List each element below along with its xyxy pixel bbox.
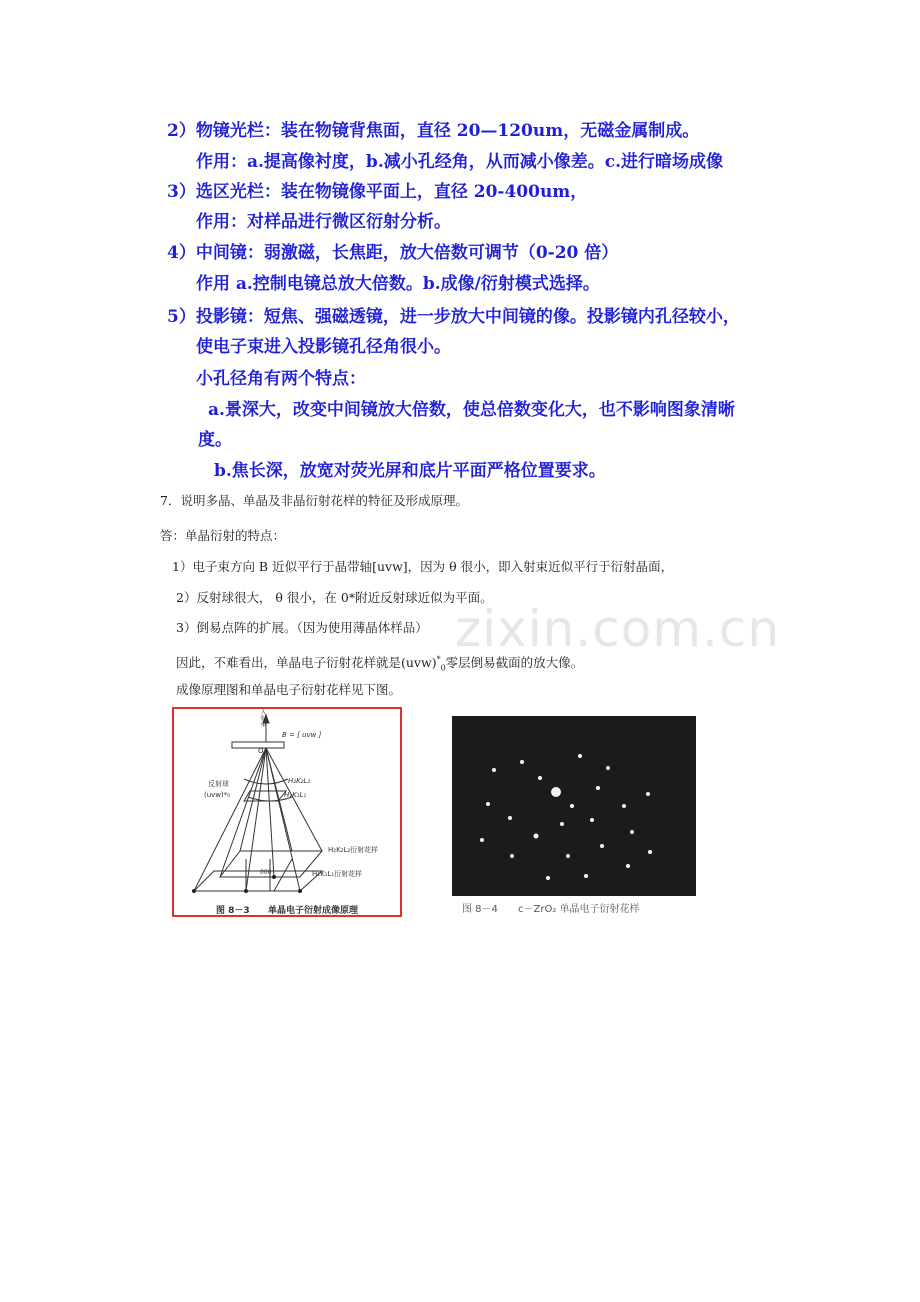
line-small-aperture-features: 小孔径角有两个特点： xyxy=(196,369,366,389)
conclusion-sub: 0 xyxy=(440,663,446,673)
line-selected-area-aperture: 3）选区光栏：装在物镜像平面上，直径 20-400um， xyxy=(167,182,588,202)
conclusion-sup: * xyxy=(436,655,441,664)
conclusion xyxy=(176,651,583,678)
line-feature-b: b.焦长深，放宽对荧光屏和底片平面严格位置要求。 xyxy=(214,461,606,481)
question-7: 7．说明多晶、单晶及非晶衍射花样的特征及形成原理。 xyxy=(160,493,468,508)
figure2-caption-text: c－ZrO₂ 单晶电子衍射花样 xyxy=(518,904,640,915)
figure-diffraction-pattern xyxy=(452,716,696,915)
figure1-caption-text: 单晶电子衍射成像原理 xyxy=(268,906,359,916)
line-projector-lens: 5）投影镜：短焦、强磁透镜，进一步放大中间镜的像。投影镜内孔径较小， xyxy=(167,307,740,327)
label-hkl1-pattern: H₁K₁L₁衍射花样 xyxy=(312,870,363,878)
conclusion-pre: 因此，不难看出，单晶电子衍射花样就是(uvw) xyxy=(176,655,437,671)
figure1-caption-number: 图 8－3 xyxy=(216,906,250,916)
diffraction-pattern-image xyxy=(452,716,696,896)
line-objective-aperture: 2）物镜光栏：装在物镜背焦面，直径 20—120um，无磁金属制成。 xyxy=(167,121,700,141)
line-intermediate-lens-function: 作用 a.控制电镜总放大倍数。b.成像/衍射模式选择。 xyxy=(196,274,600,294)
point-3: 3）倒易点阵的扩展。（因为使用薄晶体样品） xyxy=(176,620,428,635)
line-intermediate-lens: 4）中间镜：弱激磁，长焦距，放大倍数可调节（0-20 倍） xyxy=(167,243,619,263)
point-2: 2）反射球很大， θ 很小，在 0*附近反射球近似为平面。 xyxy=(176,590,493,605)
line-feature-a: a.景深大，改变中间镜放大倍数，使总倍数变化大，也不影响图象清晰 xyxy=(208,400,735,420)
label-hkl2-point: H₂K₂L₂ xyxy=(288,777,311,785)
figure-intro: 成像原理图和单晶电子衍射花样见下图。 xyxy=(176,682,402,697)
label-hkl1-point: H₁K₁L₁ xyxy=(284,791,307,799)
conclusion-post: 零层倒易截面的放大像。 xyxy=(445,655,584,671)
label-center-spot: 000 xyxy=(260,869,272,876)
line-feature-a-cont: 度。 xyxy=(198,430,232,450)
label-reciprocal-plane: (uvw)*₀ xyxy=(204,791,231,799)
figure-imaging-principle xyxy=(172,707,402,917)
figure2-caption-number: 图 8－4 xyxy=(462,904,498,915)
imaging-principle-diagram xyxy=(174,709,400,915)
label-hkl2-pattern: H₂K₂L₂衍射花样 xyxy=(328,846,379,854)
label-beam-direction: B = [ uvw ] xyxy=(282,731,322,739)
watermark: zixin.com.cn xyxy=(455,600,781,658)
label-reflection-sphere: 反射球 xyxy=(208,780,229,788)
label-origin: O xyxy=(258,747,264,755)
label-incident-beam: 入射束 xyxy=(259,709,266,727)
line-selected-area-function: 作用：对样品进行微区衍射分析。 xyxy=(196,212,451,232)
point-1: 1）电子束方向 B 近似平行于晶带轴[uvw]，因为 θ 很小，即入射束近似平行于衍射晶面， xyxy=(172,559,674,574)
line-projector-lens-cont: 使电子束进入投影镜孔径角很小。 xyxy=(196,337,451,357)
answer-intro: 答：单晶衍射的特点： xyxy=(160,528,286,543)
line-objective-aperture-function: 作用：a.提高像衬度，b.减小孔经角，从而减小像差。c.进行暗场成像 xyxy=(196,152,724,172)
